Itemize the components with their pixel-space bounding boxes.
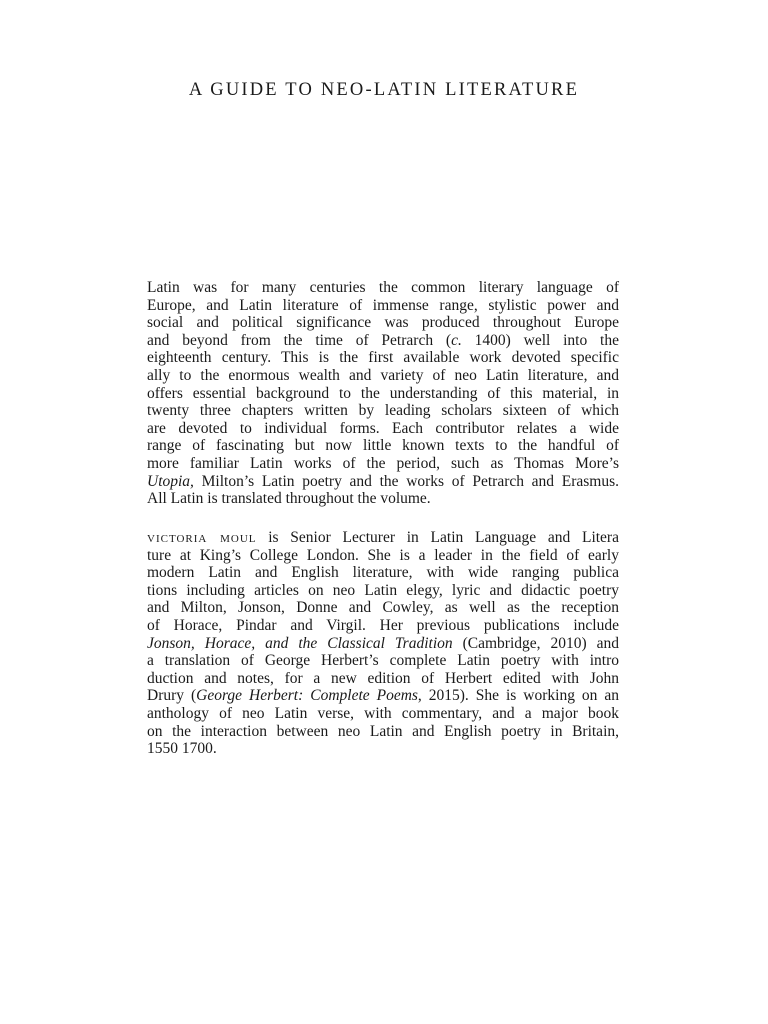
description-line: Latin was for many centuries the common literary language of — [147, 279, 619, 296]
author-bio — [147, 529, 619, 758]
page-title: A GUIDE TO NEO-LATIN LITERATURE — [188, 80, 580, 100]
description-line: twenty three chapters written by leading scholars sixteen of which — [147, 402, 619, 420]
description-line: All Latin is translated throughout the volume. — [147, 490, 431, 508]
description-italic-title: c. — [451, 331, 462, 349]
description-line: ally to the enormous wealth and variety of neo Latin literature, and — [147, 366, 619, 384]
bio-text: (Cambridge, 2010) and — [452, 634, 619, 652]
description-line: are devoted to individual forms. Each contributor relates a wide — [147, 419, 619, 437]
bio-line: and Milton, Jonson, Donne and Cowley, as well as the reception — [147, 599, 619, 617]
bio-line — [147, 529, 619, 547]
description-line — [147, 332, 619, 350]
description-line: Europe, and Latin literature of immense range, stylistic power and — [147, 296, 619, 314]
bio-line — [147, 635, 619, 653]
description-line: more familiar Latin works of the period, such as Thomas More’s — [147, 454, 619, 472]
description-line: social and political significance was produced throughout Europe — [147, 314, 619, 332]
description-line — [147, 473, 619, 491]
bio-line: duction and notes, for a new edition of Herbert edited with John — [147, 669, 619, 687]
bio-text: , 2015). She is working on an — [417, 687, 619, 705]
description-text: Milton’s Latin poetry and the works of Petrarch and Erasmus. — [193, 472, 619, 490]
bio-italic-title: Jonson, Horace, and the Classical Tradition — [147, 634, 453, 652]
description-line: offers essential background to the understanding of this material, in — [147, 384, 619, 402]
bio-line: 1550 1700. — [147, 740, 217, 758]
bio-line: of Horace, Pindar and Virgil. Her previous publications include — [147, 616, 619, 634]
description-italic-title: Utopia, — [147, 472, 194, 490]
bio-line: ture at King’s College London. She is a leader in the field of early — [147, 546, 619, 564]
bio-line — [147, 687, 619, 705]
bio-italic-title: George Herbert: Complete Poems — [196, 687, 418, 705]
book-description — [147, 279, 619, 508]
bio-first-line-text: is Senior Lecturer in Latin Language and Litera — [256, 529, 619, 546]
description-line: eighteenth century. This is the first available work devoted specific — [147, 349, 619, 367]
bio-text: Drury ( — [147, 687, 197, 705]
bio-line: tions including articles on neo Latin elegy, lyric and didactic poetry — [147, 581, 619, 599]
bio-line: anthology of neo Latin verse, with commentary, and a major book — [147, 704, 619, 722]
description-text: and beyond from the time of Petrarch ( — [147, 331, 452, 349]
bio-line: modern Latin and English literature, with wide ranging publica — [147, 564, 619, 582]
description-text: 1400) well into the — [461, 331, 619, 349]
bio-line: on the interaction between neo Latin and English poetry in Britain, — [147, 722, 619, 740]
bio-line: a translation of George Herbert’s complete Latin poetry with intro — [147, 652, 619, 670]
description-line: range of fascinating but now little known texts to the handful of — [147, 437, 619, 455]
author-name: victoria moul — [147, 529, 257, 546]
